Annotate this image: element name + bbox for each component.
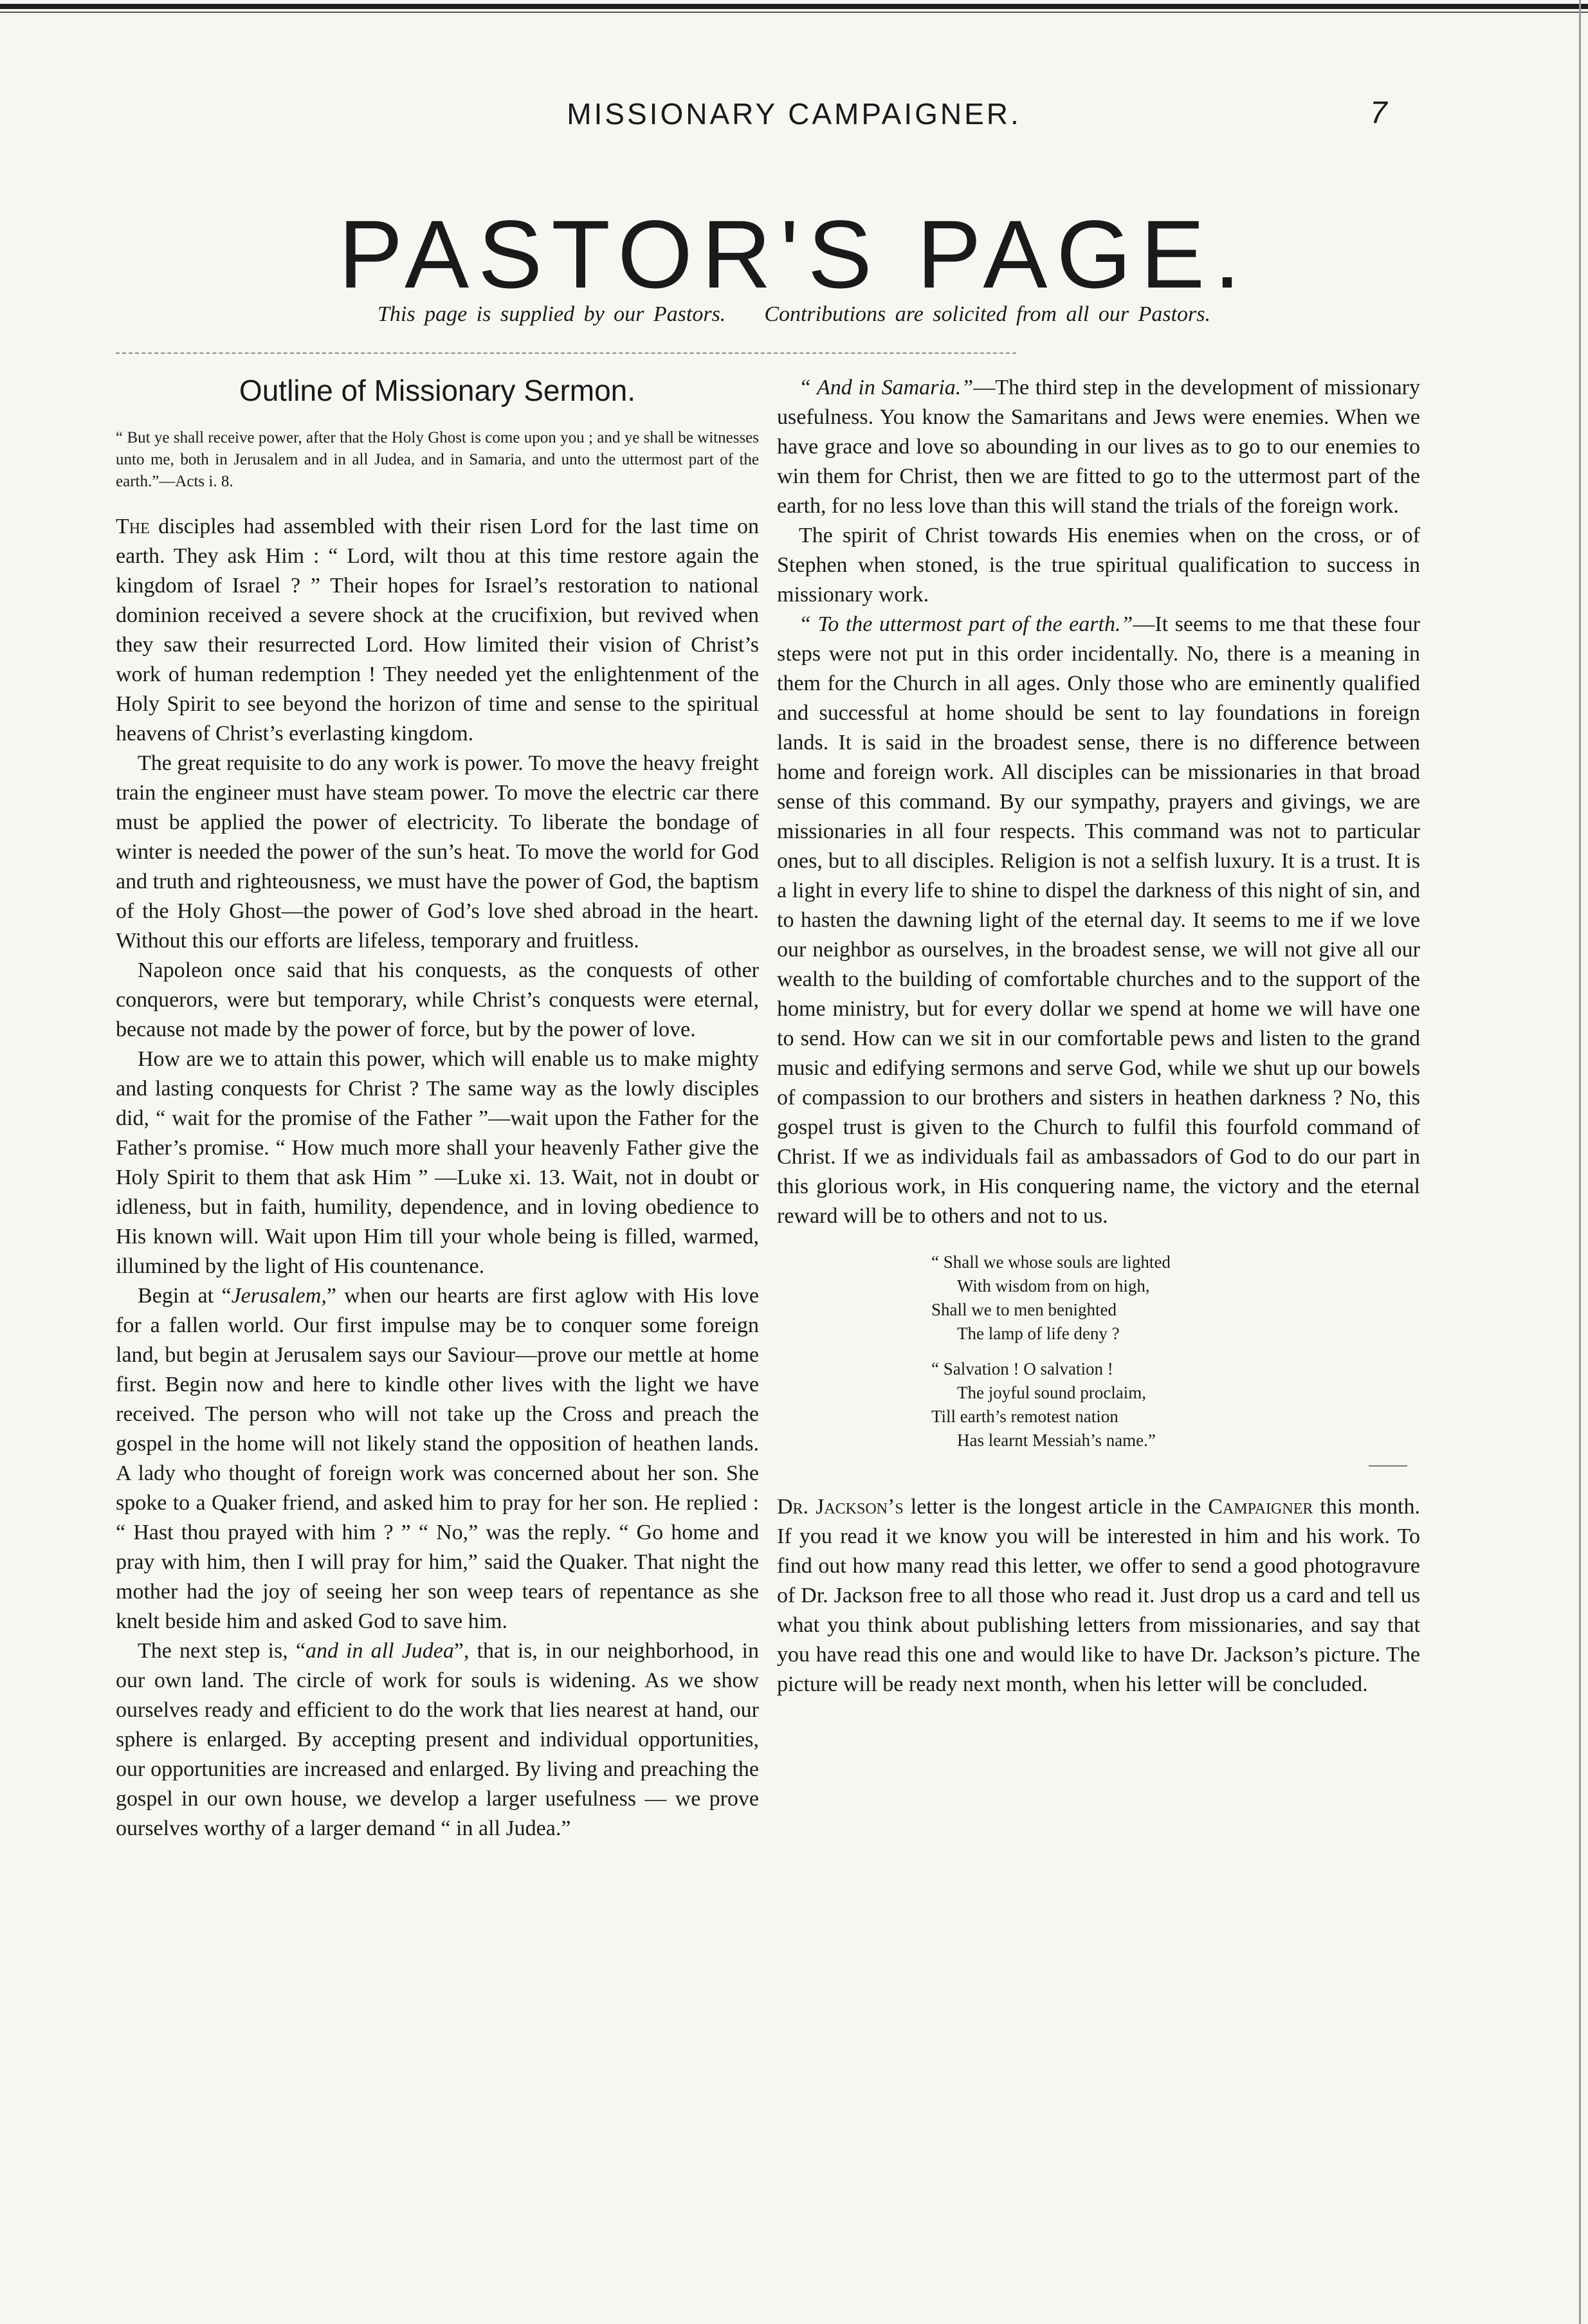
verse-line: Shall we to men benighted <box>931 1300 1117 1319</box>
paragraph-7 <box>777 373 1420 521</box>
subtitle-right: Contributions are solicited from all our Pastors. <box>764 302 1210 326</box>
article-heading: Outline of Missionary Sermon. <box>239 374 636 407</box>
notice-paragraph <box>777 1492 1420 1699</box>
notice-text: this month. If you read it we know you will be interested in him and his work. To find out how many read this letter, we offer to send a good photogravure of Dr. Jackson free to all those who read it. Just drop us a card and tell us what you think about publishing letters from missionaries, and say that you have read this one and would like to have Dr. Jackson’s picture. The picture will be ready next month, when his letter will be concluded. <box>777 1495 1420 1696</box>
paragraph-3: Napoleon once said that his conquests, as the conquests of other conquerors, were but temporary, while Christ’s conquests were eternal, because not made by the power of force, but by the power of love. <box>116 958 759 1041</box>
hymn-verse <box>931 1250 1420 1452</box>
paragraph-text: Begin at “ <box>138 1284 232 1308</box>
paragraph-text: The next step is, “ <box>138 1639 306 1663</box>
paragraph-8: The spirit of Christ towards His enemies when on the cross, or of Stephen when stoned, is the true spiritual qualification to success in missionary work. <box>777 524 1420 607</box>
magazine-name: Campaigner <box>1208 1495 1313 1519</box>
paragraph-text: disciples had assembled with their risen Lord for the last time on earth. They ask Him : “ Lord, wilt thou at this time restore again the kingdom of Israel ? ” Their hopes for Israel’s restoration to national dominion received a severe shock at the crucifixion, but revived when they saw their resurrected Lord. How limited their vision of Christ’s work of human redemption ! They needed yet the enlightenment of the Holy Spirit to see beyond the horizon of time and sense to the spiritual heavens of Christ’s everlasting kingdom. <box>116 515 759 746</box>
paragraph-1 <box>116 512 759 749</box>
header-divider <box>116 352 1016 354</box>
verse-line: The lamp of life deny ? <box>957 1324 1120 1343</box>
subtitle-left: This page is supplied by our Pastors. <box>378 302 726 326</box>
paragraph-4: How are we to attain this power, which will enable us to make mighty and lasting conquests for Christ ? The same way as the lowly disciples did, “ wait for the promise of the Father ”—wait upon the Father for the Father’s promise. “ How much more shall your heavenly Father give the Holy Spirit to them that ask Him ” —Luke xi. 13. Wait, not in doubt or idleness, but in faith, humility, dependence, and in loving obedience to His known will. Wait upon Him till your whole being is filled, warmed, illumined by the light of His countenance. <box>116 1047 759 1278</box>
emphasis: Jerusalem, <box>231 1284 327 1308</box>
stanza-1 <box>931 1250 1420 1346</box>
emphasis: “ To the uttermost part of the earth.” <box>799 612 1133 636</box>
verse-line: Till earth’s remotest nation <box>931 1407 1118 1426</box>
verse-line: The joyful sound proclaim, <box>957 1383 1146 1402</box>
emphasis: “ And in Samaria.” <box>799 376 974 399</box>
top-border-thin <box>0 12 1588 13</box>
paragraph-text: ”, that is, in our neighborhood, in our own land. The circle of work for souls is widening. As we show ourselves ready and efficient to do the work that lies nearest at hand, our sphere is enlarged. By accepting present and individual opportunities, our opportunities are increased and enlarged. By living and preaching the gospel in our own house, we develop a larger usefulness — we prove ourselves worthy of a larger demand “ in all Judea.” <box>116 1639 760 1840</box>
notice-text: letter is the longest article in the <box>903 1495 1209 1519</box>
verse-line: “ Shall we whose souls are lighted <box>931 1252 1171 1272</box>
page-number: 7 <box>1370 96 1387 130</box>
right-column <box>777 373 1420 1699</box>
paragraph-text: —It seems to me that these four steps were not put in this order incidentally. No, there is a meaning in them for the Church in all ages. Only those who are eminently qualified and successful at home should be sent to lay foundations in foreign lands. It is said in the broadest sense, there is no difference between home and foreign work. All disciples can be missionaries in that broad sense of this command. By our sympathy, prayers and givings, we are missionaries in all four respects. This command was not to particular ones, but to all disciples. Religion is not a selfish luxury. It is a trust. It is a light in every life to shine to dispel the darkness of this night of sin, and to hasten the dawning light of the eternal day. It seems to me if we love our neighbor as ourselves, in the broadest sense, we will not give all our wealth to the building of comfortable churches and to the support of the home ministry, but for every dollar we spend at home we will have one to send. How can we sit in our comfortable pews and listen to the grand music and edifying sermons and serve God, while we shut up our bowels of compassion to our brothers and sisters in heathen darkness ? No, this gospel trust is given to the Church to fulfil this fourfold command of Christ. If we as individuals fail as ambassadors of God to do our part in this glorious work, in His conquering name, the victory and the eternal reward will be to others and not to us. <box>777 612 1420 1228</box>
stanza-2 <box>931 1357 1420 1452</box>
paragraph-text: ” when our hearts are first aglow with His love for a fallen world. Our first impulse may be to conquer some foreign land, but begin at Jerusalem says our Saviour—prove our mettle at home first. Begin now and here to kindle other lives with the light we have received. The person who will not take up the Cross and preach the gospel in the home will not likely stand the opposition of heathen lands. A lady who thought of foreign work was concerned about her son. She spoke to a Quaker friend, and asked him to pray for her son. He replied : “ Hast thou prayed with him ? ” “ No,” was the reply. “ Go home and pray with him, then I will pray for him,” said the Quaker. That night the mother had the joy of seeing her son weep tears of repentance as she knelt beside him and asked God to save him. <box>116 1284 759 1633</box>
paragraph-9 <box>777 610 1420 1231</box>
paragraph-6 <box>116 1636 759 1844</box>
paragraph-lead: The <box>116 515 150 538</box>
page-title: PASTOR'S PAGE. <box>338 200 1250 308</box>
emphasis: and in all Judea <box>305 1639 454 1663</box>
page-subtitle <box>0 302 1588 327</box>
epigraph: “ But ye shall receive power, after that the Holy Ghost is come upon you ; and ye shall be witnesses unto me, both in Jerusalem and in all Judea, and in Samaria, and unto the uttermost part of the earth.”—Acts i. 8. <box>116 429 759 490</box>
verse-line: “ Salvation ! O salvation ! <box>931 1359 1113 1378</box>
verse-line: Has learnt Messiah’s name.” <box>957 1431 1156 1450</box>
top-border <box>0 4 1588 9</box>
paragraph-2: The great requisite to do any work is power. To move the heavy freight train the engineer must have steam power. To move the electric car there must be applied the power of electricity. To liberate the bondage of winter is needed the power of the sun’s heat. To move the world for God and truth and righteousness, we must have the power of God, the baptism of the Holy Ghost—the power of God’s love shed abroad in the heart. Without this our efforts are lifeless, temporary and fruitless. <box>116 751 759 953</box>
paragraph-text: —The third step in the development of missionary usefulness. You know the Samaritans and Jews were enemies. When we have grace and love so abounding in our lives as to go to our enemies to win them for Christ, then we are fitted to go to the uttermost part of the earth, for no less love than this will stand the trials of the foreign work. <box>777 376 1420 518</box>
end-rule <box>1369 1465 1407 1467</box>
page-edge <box>1579 0 1581 2324</box>
left-column <box>116 373 759 1844</box>
paragraph-5 <box>116 1281 759 1636</box>
verse-line: With wisdom from on high, <box>957 1276 1150 1295</box>
running-title: MISSIONARY CAMPAIGNER. <box>567 97 1021 131</box>
notice-lead: Dr. Jackson’s <box>777 1495 904 1519</box>
